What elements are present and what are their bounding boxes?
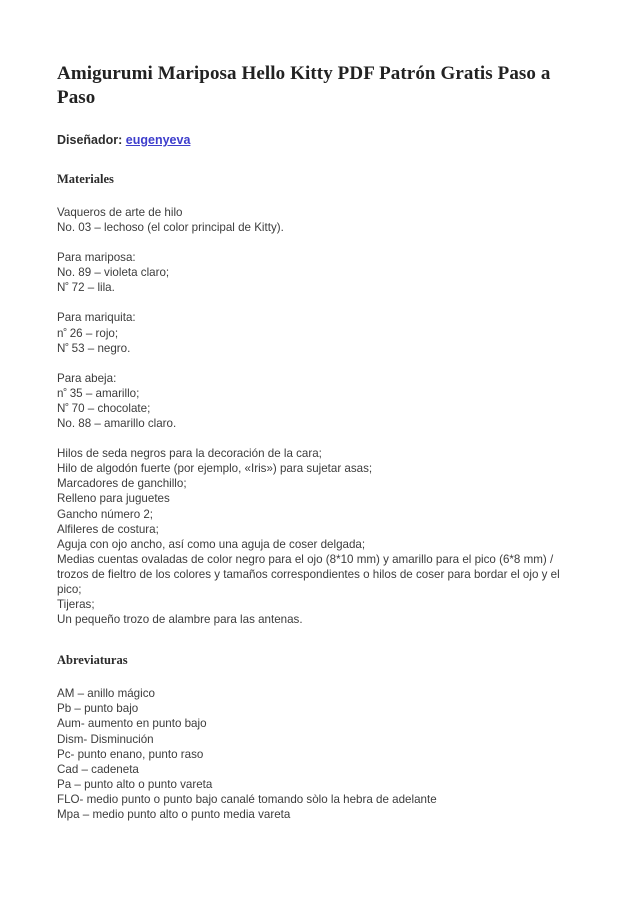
material-line — [57, 280, 567, 295]
section-heading-abreviaturas: Abreviaturas — [57, 653, 128, 668]
ordinal-mark: º — [65, 340, 69, 351]
abbreviation-line: Dism- Disminución — [57, 732, 154, 746]
ordinal-mark: º — [65, 400, 69, 411]
page-title: Amigurumi Mariposa Hello Kitty PDF Patrón Gratis Paso a Paso — [57, 63, 551, 108]
material-line: No. 03 – lechoso (el color principal de Kitty). — [57, 221, 284, 235]
material-line: Para abeja: — [57, 371, 117, 385]
supply-line: Un pequeño trozo de alambre para las antenas. — [57, 613, 303, 627]
supply-line: Tijeras; — [57, 598, 95, 612]
numero-rest: 26 – rojo; — [66, 326, 119, 340]
materials-mariposa-block — [57, 250, 567, 295]
abbreviation-line: FLO- medio punto o punto bajo canalé tomando sòlo la hebra de adelante — [57, 792, 437, 806]
ordinal-mark: º — [63, 325, 67, 336]
supply-line: Gancho número 2; — [57, 507, 154, 521]
material-line: No. 89 – violeta claro; — [57, 266, 170, 280]
numero-rest: 72 – lila. — [68, 281, 115, 295]
numero-prefix: N — [57, 341, 66, 355]
supply-line: Aguja con ojo ancho, así como una aguja de coser delgada; — [57, 537, 366, 551]
materials-mariquita-block — [57, 310, 567, 355]
supply-line: Alfileres de costura; — [57, 522, 159, 536]
material-line — [57, 386, 567, 401]
designer-line — [57, 132, 585, 148]
abbreviation-line: Pc- punto enano, punto raso — [57, 747, 204, 761]
supply-line: Hilos de seda negros para la decoración de la cara; — [57, 447, 322, 461]
supply-line: Hilo de algodón fuerte (por ejemplo, «Iris») para sujetar asas; — [57, 462, 373, 476]
supply-line: Marcadores de ganchillo; — [57, 477, 187, 491]
supply-line: Relleno para juguetes — [57, 492, 170, 506]
numero-prefix: N — [57, 401, 66, 415]
materials-intro-block — [57, 205, 567, 235]
designer-link[interactable]: eugenyeva — [125, 133, 191, 147]
numero-rest: 35 – amarillo; — [66, 386, 140, 400]
material-line: Para mariquita: — [57, 311, 136, 325]
abbreviations-block — [57, 686, 567, 822]
numero-rest: 70 – chocolate; — [68, 401, 151, 415]
designer-label: Diseñador: — [57, 133, 123, 147]
abbreviation-line: AM – anillo mágico — [57, 687, 155, 701]
material-line: Para mariposa: — [57, 251, 136, 265]
ordinal-mark: º — [63, 385, 67, 396]
material-line: Vaqueros de arte de hilo — [57, 206, 183, 219]
numero-prefix: n — [57, 386, 64, 400]
abbreviation-line: Cad – cadeneta — [57, 762, 139, 776]
numero-rest: 53 – negro. — [68, 341, 131, 355]
ordinal-mark: º — [65, 279, 69, 290]
numero-prefix: N — [57, 281, 66, 295]
material-line — [57, 401, 567, 416]
abbreviation-line: Mpa – medio punto alto o punto media vareta — [57, 808, 291, 821]
numero-prefix: n — [57, 326, 64, 340]
material-line — [57, 326, 567, 341]
material-line — [57, 341, 567, 356]
material-line: No. 88 – amarillo claro. — [57, 417, 177, 431]
abbreviation-line: Pa – punto alto o punto vareta — [57, 777, 213, 791]
section-heading-materiales: Materiales — [57, 172, 114, 186]
abbreviation-line: Pb – punto bajo — [57, 702, 139, 716]
materials-supplies-block — [57, 446, 567, 627]
materials-abeja-block — [57, 371, 567, 431]
supply-line: Medias cuentas ovaladas de color negro para el ojo (8*10 mm) y amarillo para el pico (6*8 mm) / trozos de fieltro de los colores y tamaños correspondientes o hilos de coser para bordar el ojo y el pico; — [57, 552, 560, 596]
abbreviation-line: Aum- aumento en punto bajo — [57, 717, 207, 731]
